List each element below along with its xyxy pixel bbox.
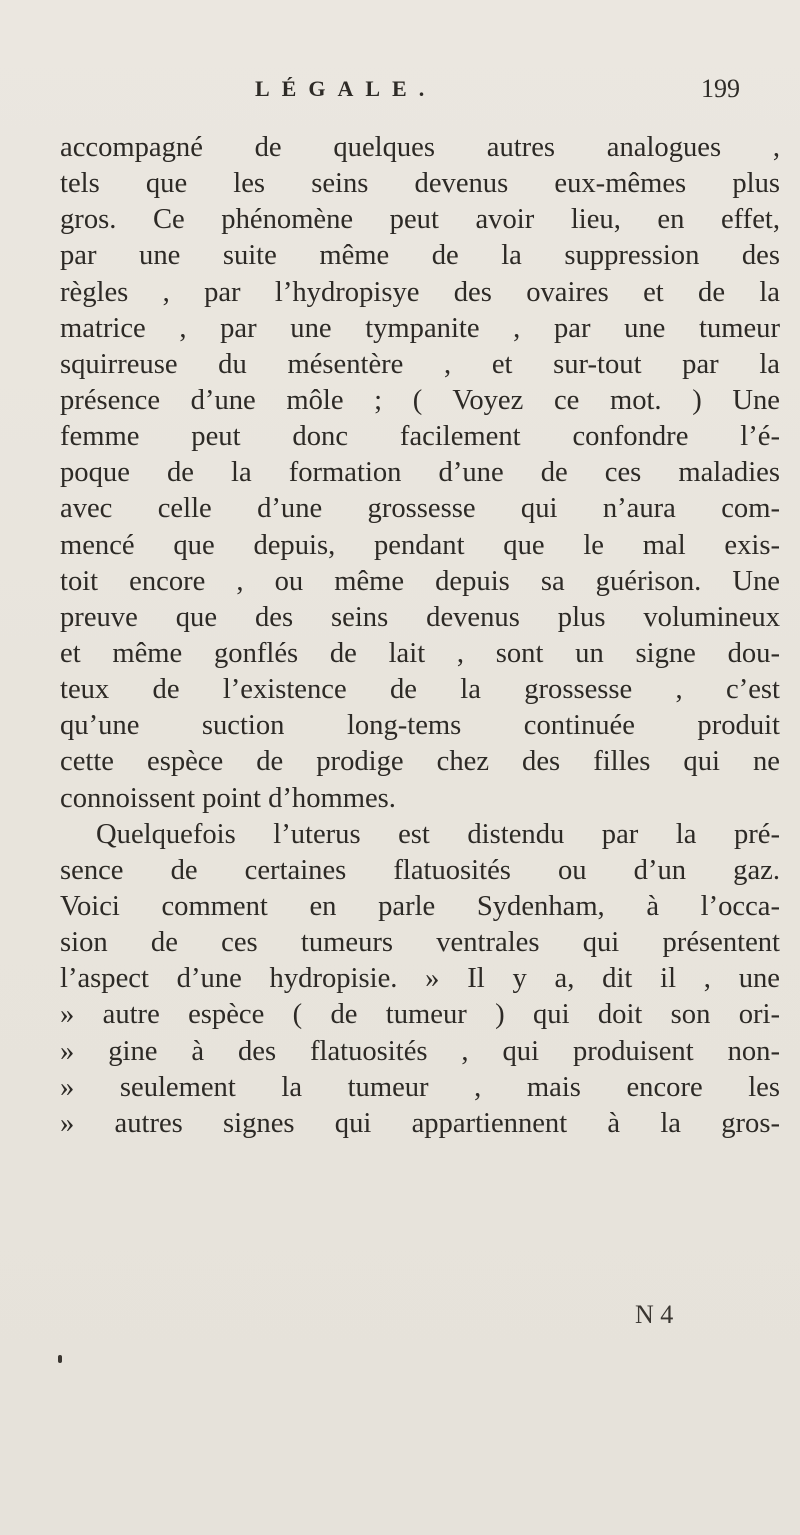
text-line: cette espèce de prodige chez des filles qui ne <box>60 746 780 778</box>
signature-mark: N 4 <box>635 1300 674 1329</box>
text-line: présence d’une môle ; ( Voyez ce mot. ) Une <box>60 384 780 416</box>
text-line: sion de ces tumeurs ventrales qui présentent <box>60 927 780 959</box>
text-line: » autres signes qui appartiennent à la gros- <box>60 1107 780 1139</box>
text-line: toit encore , ou même depuis sa guérison. Une <box>60 565 780 597</box>
text-line: » autre espèce ( de tumeur ) qui doit son ori- <box>60 999 780 1031</box>
running-head: LÉGALE. <box>255 76 437 101</box>
text-line: mencé que depuis, pendant que le mal exis- <box>60 529 780 561</box>
text-line: Quelquefois l’uterus est distendu par la pré- <box>96 818 780 850</box>
page-header <box>0 76 800 116</box>
text-line: » seulement la tumeur , mais encore les <box>60 1071 780 1103</box>
text-line: connoissent point d’hommes. <box>60 782 396 814</box>
text-line: matrice , par une tympanite , par une tumeur <box>60 312 780 344</box>
page-number: 199 <box>701 74 740 103</box>
text-line: l’aspect d’une hydropisie. » Il y a, dit il , une <box>60 963 780 995</box>
text-line: squirreuse du mésentère , et sur-tout par la <box>60 348 780 380</box>
text-line: tels que les seins devenus eux-mêmes plus <box>60 168 780 200</box>
text-line: » gine à des flatuosités , qui produisent non- <box>60 1035 780 1067</box>
text-line: qu’une suction long-tems continuée produit <box>60 710 780 742</box>
text-line: règles , par l’hydropisye des ovaires et de la <box>60 276 780 308</box>
text-line: sence de certaines flatuosités ou d’un gaz. <box>60 854 780 886</box>
text-line: teux de l’existence de la grossesse , c’est <box>60 674 780 706</box>
text-line: accompagné de quelques autres analogues , <box>60 132 780 163</box>
text-line: preuve que des seins devenus plus volumineux <box>60 601 780 633</box>
text-line: gros. Ce phénomène peut avoir lieu, en effet, <box>60 204 780 236</box>
text-line: avec celle d’une grossesse qui n’aura com- <box>60 493 780 525</box>
text-line: par une suite même de la suppression des <box>60 240 780 272</box>
text-line: femme peut donc facilement confondre l’é- <box>60 421 780 453</box>
text-line: poque de la formation d’une de ces maladies <box>60 457 780 489</box>
text-line: Voici comment en parle Sydenham, à l’occa- <box>60 890 780 922</box>
ink-speck <box>58 1355 62 1363</box>
body-text <box>60 130 780 1142</box>
text-line: et même gonflés de lait , sont un signe dou- <box>60 637 780 669</box>
